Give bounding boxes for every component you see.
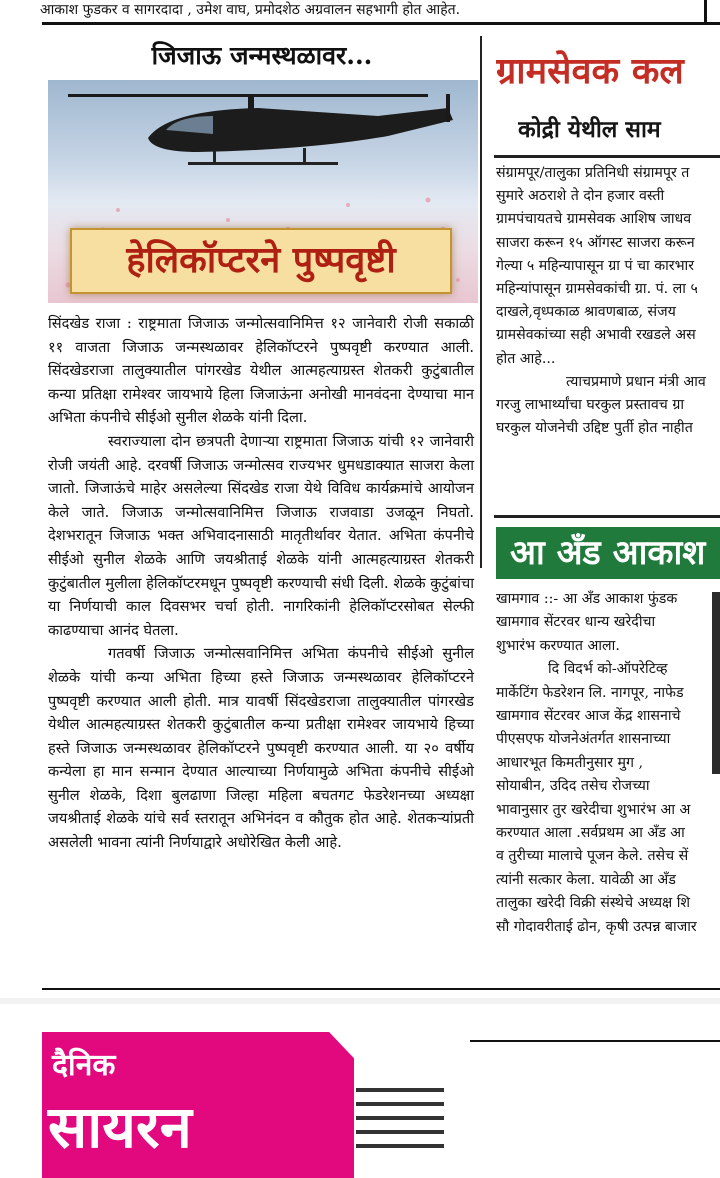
inline-photo (712, 592, 720, 774)
top-column-divider (704, 0, 707, 22)
article-right2-banner: आ अँड आकाश (496, 527, 720, 579)
text-line: भावानुसार तुर खरेदीचा शुभारंभ आ अ (496, 801, 691, 818)
page-bottom-divider (42, 988, 720, 990)
masthead-lines-icon (356, 1088, 444, 1166)
text-line: व तुरीच्या मालाचे पूजन केले. तसेच सें (496, 848, 689, 865)
article-right-divider (494, 515, 720, 518)
masthead-small-text: दैनिक (52, 1048, 116, 1083)
masthead-big-text: सायरन (48, 1093, 192, 1161)
text-line: त्यांनी सत्कार केला. यावेळी आ अँड (496, 871, 676, 888)
text-line: सुमारे अठराशे ते दोन हजार वस्ती (496, 188, 665, 205)
text-line: गरजु लाभार्थ्यांचा घरकुल प्रस्तावच ग्रा (496, 397, 684, 414)
text-line: महिन्यांपासून ग्रामसेवकांची ग्रा. पं. ला ५ (496, 281, 698, 298)
text-line: खामगाव सेंटरवर धान्य खरेदीचा (496, 614, 656, 631)
article-right-title: ग्रामसेवक कल (496, 50, 684, 92)
text-line: ग्रामपंचायतचे ग्रामसेवक आशिष जाधव (496, 211, 692, 228)
text-line: ग्रामसेवकांच्या सही अभावी रखडले अस (496, 327, 696, 344)
text-line: मार्केटिंग फेडरेशन लि. नागपूर, नाफेड (496, 684, 684, 701)
text-line: करण्यात आला .सर्वप्रथम आ अँड आ (496, 825, 685, 842)
column-divider (480, 36, 482, 568)
text-line: होत आहे... (496, 350, 556, 367)
article-left-paragraph: स्वराज्याला दोन छत्रपती देणाऱ्या राष्ट्रमाता जिजाऊ यांची १२ जानेवारी रोजी जयंती आहे. दरवर्षी जिजाऊ जन्मोत्सव राज्यभर धुमधडाक्यात साजरा केला जातो. जिजाऊंचे माहेर असलेल्या सिंदखेड राजा येथे विविध कार्यक्रमांचे आयोजन केले जाते. जिजाऊ जन्मोत्सवानिमित्त जिजाऊ राजवाडा उजळून निघतो. देशभरातून जिजाऊ भक्त अभिवादनासाठी मातृतीर्थावर येतात. अभिता कंपनीचे सीईओ सुनील शेळके आणि जयश्रीताई शेळके यांनी आत्महत्याग्रस्त शेतकरी कुटुंबातील मुलीला हेलिकॉप्टरमधून पुष्पवृष्टी करण्याची संधी दिली. शेळके कुटुंबांचा या निर्णयाची काल दिवसभर चर्चा होती. नागरिकांनी हेलिकॉप्टरसोबत सेल्फी काढण्याचा आनंद घेतला. (48, 432, 474, 639)
text-line: दि विदर्भ को-ऑपरेटिव्ह (548, 661, 668, 678)
text-line: खामगाव सेंटरवर आज केंद्र शासनाचे (496, 708, 681, 725)
top-strip-text: आकाश फुडकर व सागरदादा , उमेश वाघ, प्रमोदशेठ अग्रवालन सहभागी होत आहेत. (40, 2, 461, 18)
article-right-body (496, 162, 720, 440)
article-left-title: जिजाऊ जन्मस्थळावर... (151, 41, 373, 70)
article-left-paragraph: गतवर्षी जिजाऊ जन्मोत्सवानिमित्त अभिता कंपनीचे सीईओ सुनील शेळके यांची कन्या अभिता हिच्या हस्ते जिजाऊ जन्मस्थळावर हेलिकॉप्टरने पुष्पवृष्टी करण्यात आली होती. मात्र यावर्षी सिंदखेडराजा तालुक्यातील पांगरखेड येथील आत्महत्याग्रस्त शेतकरी कुटुंबातील कन्या प्रतीक्षा रामेश्वर जायभाये हिच्या हस्ते जिजाऊ जन्मस्थळावर हेलिकॉप्टरने पुष्पवृष्टी करण्यात आली. या २० वर्षीय कन्येला हा मान सन्मान देण्यात आल्याच्या निर्णयामुळे अभिता कंपनीचे सीईओ सुनील शेळके, दिशा बुलढाणा जिल्हा महिला बचतगट फेडरेशनच्या अध्यक्षा जयश्रीताई शेळके यांचे सर्व स्तरातून अभिनंदन व कौतुक होत आहे. शेतकऱ्यांप्रती असलेली भावना त्यांनी निर्णयाद्वारे अधोरेखित केली आहे. (48, 645, 474, 852)
next-page-divider (470, 1040, 720, 1042)
article-right-subtitle: कोद्री येथील साम (518, 116, 661, 143)
article-right-divider (494, 155, 720, 158)
text-line: गेल्या ५ महिन्यापासून ग्रा पं चा कारभार (496, 257, 695, 274)
text-line: तालुका खरेदी विक्री संस्थेचे अध्यक्ष शि (496, 895, 691, 912)
text-line: संग्रामपूर/तालुका प्रतिनिधी संग्रामपूर त (496, 165, 690, 181)
article-left-paragraph: सिंदखेड राजा : राष्ट्रमाता जिजाऊ जन्मोत्सवानिमित्त १२ जानेवारी रोजी सकाळी ११ वाजता जिजाऊ जन्मस्थळावर हेलिकॉप्टरने पुष्पवृष्टी करण्यात आली. सिंदखेडराजा तालुक्यातील पांगरखेड येथील आत्महत्याग्रस्त शेतकरी कुटुंबातील कन्या प्रतिक्षा रामेश्वर जायभाये हिला जिजाऊंना अनोखी मानवंदना देण्याचा मान अभिता कंपनीचे सीईओ सुनील शेळके यांनी दिला. (48, 315, 474, 427)
article-left-body (48, 312, 474, 855)
text-line: आधारभूत किमतीनुसार मुग , (496, 754, 644, 771)
photo-caption: हेलिकॉप्टरने पुष्पवृष्टी (70, 228, 452, 294)
text-line: खामगाव ::- आ अँड आकाश फुंडक (496, 591, 678, 607)
page-gap (0, 998, 720, 1004)
text-line: सोयाबीन, उदिद तसेच रोजच्या (496, 778, 650, 795)
text-line: सौ गोदावरीताई ढोन, कृषी उत्पन्न बाजार (496, 918, 697, 935)
text-line: शुभारंभ करण्यात आला. (496, 637, 620, 654)
text-line: पीएसएफ योजनेअंतर्गत शासनाच्या (496, 731, 671, 748)
text-line: घरकुल योजनेची उद्दिष्ट पुर्ती होत नाहीत (496, 420, 693, 437)
text-line: त्याचप्रमाणे प्रधान मंत्री आव (566, 373, 706, 390)
text-line: साजरा करून १५ ऑगस्ट साजरा करून (496, 234, 695, 251)
text-line: दाखले,वृध्पकाळ श्रावणबाळ, संजय (496, 304, 676, 321)
article-right2-body (496, 588, 720, 939)
top-divider (42, 22, 720, 25)
